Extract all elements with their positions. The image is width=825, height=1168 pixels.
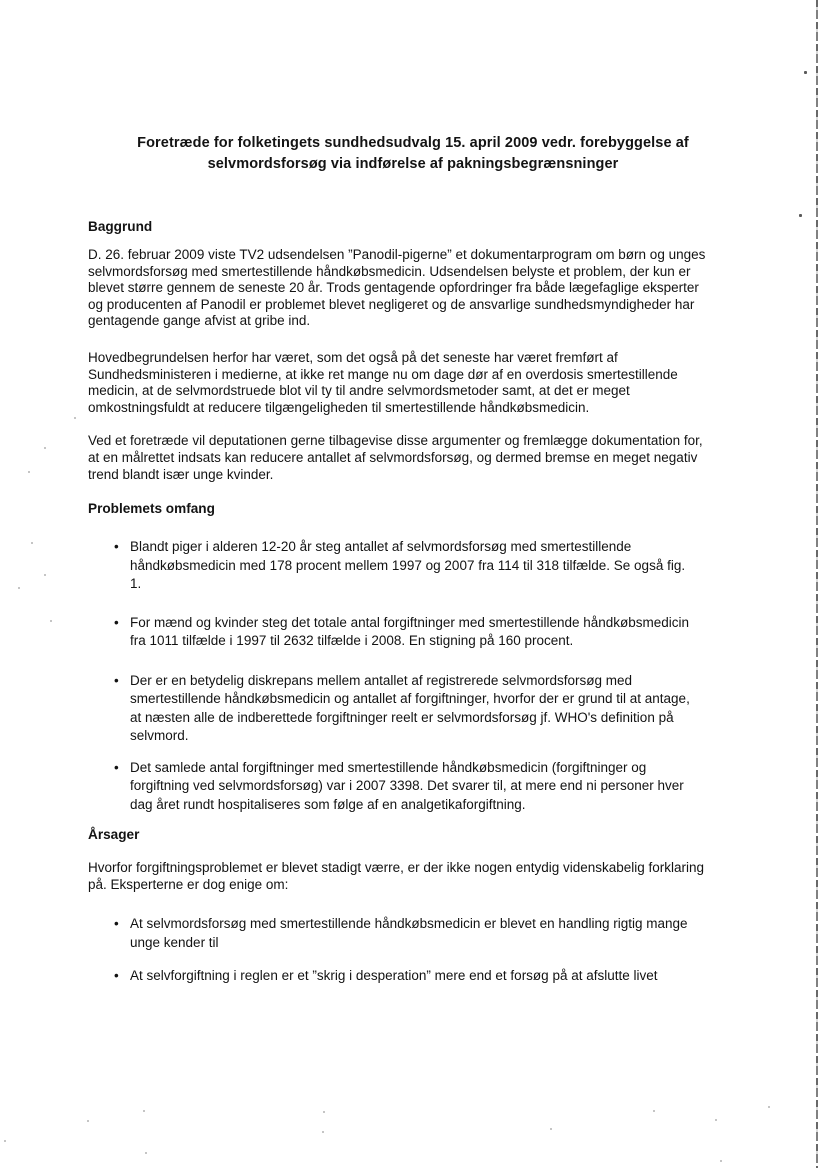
bullet-item-total-poisonings: • For mænd og kvinder steg det totale antal forgiftninger med smertestillende håndkøbsmedicin fra 1011 tilfælde i 1997 til 2632 tilfælde i 2008. En stigning på 160 procent.	[88, 614, 690, 651]
scan-speckle	[804, 71, 807, 74]
section-heading-problemets-omfang: Problemets omfang	[88, 501, 215, 517]
bullet-item-girls-12-20: • Blandt piger i alderen 12-20 år steg antallet af selvmordsforsøg med smertestillende håndkøbsmedicin med 178 procent mellem 1997 og 2007 fra 114 til 318 tilfælde. Se også fig. 1.	[88, 538, 690, 594]
section-heading-baggrund: Baggrund	[88, 219, 153, 234]
bullet-item-discrepancy: • Der er en betydelig diskrepans mellem antallet af registrerede selvmordsforsøg med smertestillende håndkøbsmedicin og antallet af forgiftninger, hvorfor der er grund til at antage, at næsten alle de indberettede forgiftninger reelt er selvmordsforsøg jf. WHO's definition på selvmord.	[88, 672, 690, 746]
scan-speckle	[50, 620, 52, 622]
paragraph-background-1: D. 26. februar 2009 viste TV2 udsendelsen ”Panodil-pigerne” et dokumentarprogram om børn og unges selvmordsforsøg med smertestillende håndkøbsmedicin. Udsendelsen belyste et problem, der kun er blevet større gennem de seneste 20 år. Trods gentagende opfordringer fra både lægefaglige eksperter og producenten af Panodil er problemet blevet negligeret og de ansvarlige sundhedsmyndigheder har gentagende gange afvist at gribe ind.	[88, 247, 706, 329]
scan-speckle	[720, 1160, 722, 1162]
paragraph-causes-intro: Hvorfor forgiftningsproblemet er blevet stadigt værre, er der ikke nogen entydig videnskabelig forklaring på. Eksperterne er dog enige om:	[88, 860, 705, 892]
paragraph-background-3: Ved et foretræde vil deputationen gerne tilbagevise disse argumenter og fremlægge dokumentation for, at en målrettet indsats kan reducere antallet af selvmordsforsøg, og dermed bremse en meget negativ trend blandt især unge kvinder.	[88, 433, 703, 482]
scan-speckle	[18, 587, 20, 589]
scan-speckle	[715, 1119, 717, 1121]
scan-speckle	[323, 1111, 325, 1113]
scan-speckle	[143, 1110, 145, 1112]
document-content	[88, 0, 738, 986]
bullet-item-known-action: • At selvmordsforsøg med smertestillende håndkøbsmedicin er blevet en handling rigtig mange unge kender til	[88, 915, 690, 952]
scan-edge-line-artifact	[816, 0, 818, 1168]
scan-speckle	[44, 447, 46, 449]
scan-speckle	[4, 1140, 6, 1142]
scan-speckle	[28, 471, 30, 473]
scan-speckle	[87, 1120, 89, 1122]
scan-speckle	[74, 417, 76, 419]
scan-speckle	[322, 1131, 324, 1133]
paragraph-background-2: Hovedbegrundelsen herfor har været, som det også på det seneste har været fremført af Sundhedsministeren i medierne, at ikke ret mange nu om dage dør af en overdosis smertestillende medicin, at de selvmordstruede blot vil ty til andre selvmordsmetoder samt, at det er meget omkostningsfuldt at reducere tilgængeligheden til smertestillende håndkøbsmedicin.	[88, 349, 678, 415]
scan-speckle	[653, 1110, 655, 1112]
bullet-item-cry-of-desperation: • At selvforgiftning i reglen er et ”skrig i desperation” mere end et forsøg på at afslutte livet	[88, 967, 690, 986]
scan-speckle	[550, 1128, 552, 1130]
scan-speckle	[31, 542, 33, 544]
scan-speckle	[44, 574, 46, 576]
scan-speckle	[768, 1106, 770, 1108]
document-title: Foretræde for folketingets sundhedsudvalg 15. april 2009 vedr. forebyggelse af selvmordsforsøg via indførelse af pakningsbegrænsninger	[137, 135, 689, 172]
scan-speckle	[799, 214, 802, 217]
scan-speckle	[145, 1152, 147, 1154]
bullet-item-total-2007: • Det samlede antal forgiftninger med smertestillende håndkøbsmedicin (forgiftninger og forgiftning ved selvmordsforsøg) var i 2007 3398. Det svarer til, at mere end ni personer hver dag året rundt hospitaliseres som følge af en analgetikaforgiftning.	[88, 759, 690, 815]
section-heading-arsager: Årsager	[88, 827, 140, 843]
